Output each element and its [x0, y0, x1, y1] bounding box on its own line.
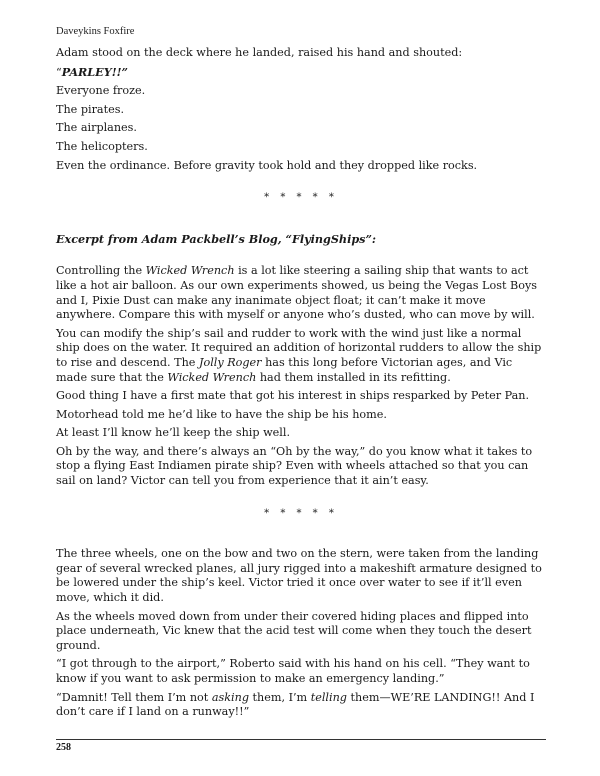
ship-name: Wicked Wrench — [167, 370, 257, 384]
emphasis: asking — [211, 690, 249, 704]
scene-separator: * * * * * — [264, 507, 338, 519]
page-body — [56, 46, 546, 724]
emphasis: telling — [310, 690, 347, 704]
text-run: them, I’m — [248, 690, 311, 704]
text-run: “Damnit! Tell them I’m not — [56, 690, 212, 704]
paragraph: Even the ordinance. Before gravity took hold and they dropped like rocks. — [56, 158, 478, 172]
blog-heading: Excerpt from Adam Packbell’s Blog, “FlyingShips”: — [56, 231, 377, 246]
scene-separator: * * * * * — [264, 192, 338, 204]
paragraph: The pirates. — [56, 102, 125, 116]
text-run: You can modify the ship’s sail and rudder to work with the wind just like a normal ship does on the water. It required an addition of horizontal rudders to allow the ship to rise and descend. The — [56, 326, 542, 369]
shout-text: PARLEY!!” — [61, 64, 128, 79]
page-number: 258 — [56, 742, 71, 753]
running-header: Daveykins Foxfire — [56, 26, 135, 37]
paragraph: Motorhead told me he’d like to have the ship be his home. — [56, 407, 387, 421]
quote-open: “ — [56, 65, 62, 79]
paragraph: Good thing I have a first mate that got his interest in ships resparked by Peter Pan. — [56, 389, 530, 403]
text-run: is a lot like steering a sailing ship that wants to act like a hot air balloon. As our own experiments showed, us being the Vegas Lost Boys and I, Pixie Dust can make any inanimate object float; it can’t make it move anywhere. Compare this with myself or anyone who’s dusted, who can move by will. — [56, 264, 538, 322]
paragraph: “I got through to the airport,” Roberto said with his hand on his cell. “They want to know if you want to ask permission to make an emergency landing.” — [56, 657, 530, 685]
paragraph: Oh by the way, and there’s always an “Oh by the way,” do you know what it takes to stop a flying East Indiamen pirate ship? Even with wheels attached so that you can sail on land? Victor can tell you from experience that it ain’t easy. — [56, 444, 533, 488]
paragraph — [56, 65, 546, 81]
ship-name: Jolly Roger — [198, 355, 262, 369]
text-run: them—WE’RE LANDING!! And I don’t care if I land on a runway!!” — [56, 690, 535, 719]
paragraph — [56, 691, 546, 720]
text-run: has this long before Victorian ages, and Vic made sure that the — [56, 355, 513, 384]
paragraph: The three wheels, one on the bow and two on the stern, were taken from the landing gear of several wrecked planes, all jury rigged into a makeshift armature designed to be lowered under the ship’s keel. Victor tried it once over water to see if it’ll even move, which it did. — [56, 547, 542, 605]
paragraph — [56, 264, 546, 322]
paragraph: The airplanes. — [56, 121, 137, 135]
paragraph: At least I’ll know he’ll keep the ship well. — [56, 426, 290, 440]
paragraph: As the wheels moved down from under their covered hiding places and flipped into place underneath, Vic knew that the acid test will come when they touch the desert ground. — [56, 609, 532, 652]
paragraph: The helicopters. — [56, 139, 148, 153]
footer-rule — [56, 739, 546, 740]
text-run: had them installed in its refitting. — [256, 370, 451, 384]
paragraph — [56, 327, 546, 385]
paragraph: Adam stood on the deck where he landed, raised his hand and shouted: — [56, 46, 463, 59]
ship-name: Wicked Wrench — [145, 264, 235, 278]
text-run: Controlling the — [56, 264, 146, 278]
paragraph: Everyone froze. — [56, 84, 146, 98]
